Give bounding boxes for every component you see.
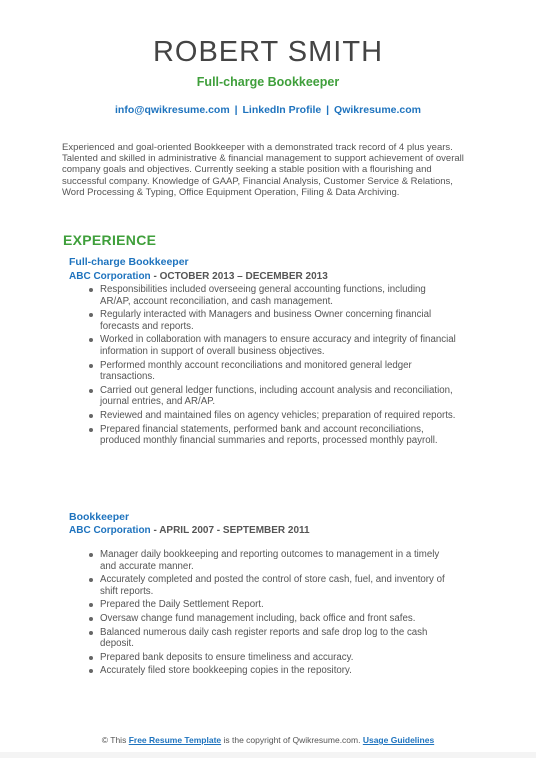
bullet-text: Oversaw change fund management including, back office and front safes.	[100, 612, 416, 624]
list-item	[88, 627, 456, 650]
bullet-text: Prepared financial statements, performed bank and account reconciliations, produced monthly financial summaries and reports, processed monthly payroll.	[100, 423, 438, 447]
linkedin-link[interactable]: LinkedIn Profile	[242, 104, 322, 116]
candidate-name: ROBERT SMITH	[152, 36, 384, 68]
bullet-text: Prepared bank deposits to ensure timeliness and accuracy.	[100, 651, 354, 663]
copyright-footer	[0, 735, 536, 745]
bullet-text: Worked in collaboration with managers to ensure accuracy and integrity of financial information in support of overall business objectives.	[100, 334, 456, 357]
bullet-icon	[89, 389, 93, 393]
bullet-icon	[89, 414, 93, 418]
bullet-text: Manager daily bookkeeping and reporting outcomes to management in a timely and accurate manner.	[100, 549, 440, 572]
job-title: Full-charge Bookkeeper	[69, 256, 189, 268]
footer-band	[0, 752, 536, 758]
list-item	[88, 574, 456, 597]
bullet-icon	[89, 631, 93, 635]
bullet-text: Regularly interacted with Managers and business Owner concerning financial forecasts and reports.	[100, 309, 432, 332]
bullet-icon	[89, 338, 93, 342]
experience-heading: EXPERIENCE	[63, 232, 157, 248]
job-company-dates	[69, 271, 328, 282]
list-item	[88, 410, 456, 422]
job-company-dates	[69, 525, 310, 536]
usage-guidelines-link[interactable]: Usage Guidelines	[362, 735, 435, 745]
list-item	[88, 424, 456, 447]
bullet-text: Responsibilities included overseeing general accounting functions, including AR/AP, account reconciliation, and cash management.	[100, 284, 426, 307]
bullet-icon	[89, 364, 93, 368]
website-link[interactable]: Qwikresume.com	[334, 104, 421, 116]
contact-line	[0, 104, 536, 116]
bullet-icon	[89, 288, 93, 292]
job-dates: OCTOBER 2013 – DECEMBER 2013	[159, 271, 328, 282]
list-item	[88, 385, 456, 408]
bullet-text: Reviewed and maintained files on agency vehicles; preparation of required reports.	[100, 409, 456, 421]
professional-summary: Experienced and goal-oriented Bookkeeper with a demonstrated track record of 4 plus years. Talented and skilled in administrative & financial management to support achievement of overall company goals and objectives. Currently seeking a stable position with a flourishing and successful company. Knowledge of GAAP, Financial Analysis, Customer Service & Relations, Word Processing & Typing, Office Equipment Operation, Filing & Data Archiving.	[62, 142, 464, 198]
list-item	[88, 665, 456, 677]
list-item	[88, 360, 456, 383]
contact-separator: |	[234, 104, 238, 116]
bullet-text: Balanced numerous daily cash register reports and safe drop log to the cash deposit.	[100, 626, 428, 650]
job-company: ABC Corporation	[69, 271, 151, 282]
bullet-icon	[89, 656, 93, 660]
job-bullets	[88, 284, 456, 449]
bullet-text: Accurately completed and posted the control of store cash, fuel, and inventory of shift reports.	[100, 574, 445, 597]
email-link[interactable]: info@qwikresume.com	[115, 104, 230, 116]
footer-prefix: © This	[101, 735, 129, 745]
bullet-icon	[89, 428, 93, 432]
list-item	[88, 613, 456, 625]
job-title: Bookkeeper	[69, 511, 130, 523]
list-item	[88, 309, 456, 332]
bullet-icon	[89, 313, 93, 317]
list-item	[88, 652, 456, 664]
footer-middle: is the copyright of Qwikresume.com.	[221, 735, 363, 745]
list-item	[88, 334, 456, 357]
job-dates: APRIL 2007 - SEPTEMBER 2011	[159, 525, 310, 536]
list-item	[88, 549, 456, 572]
bullet-icon	[89, 578, 93, 582]
job-company: ABC Corporation	[69, 525, 151, 536]
bullet-icon	[89, 553, 93, 557]
bullet-text: Prepared the Daily Settlement Report.	[100, 599, 264, 611]
free-resume-template-link[interactable]: Free Resume Template	[128, 735, 222, 745]
bullet-icon	[89, 669, 93, 673]
contact-separator: |	[326, 104, 330, 116]
bullet-text: Accurately filed store bookkeeping copies in the repository.	[100, 665, 352, 677]
bullet-text: Carried out general ledger functions, including account analysis and reconciliation, journal entries, and AR/AP.	[100, 384, 453, 408]
bullet-text: Performed monthly account reconciliations and monitored general ledger transactions.	[100, 359, 412, 383]
bullet-icon	[89, 603, 93, 607]
job-dash: -	[150, 525, 160, 536]
list-item	[88, 599, 456, 611]
bullet-icon	[89, 617, 93, 621]
list-item	[88, 284, 456, 307]
job-bullets	[88, 549, 456, 679]
candidate-role: Full-charge Bookkeeper	[196, 75, 340, 89]
job-dash: -	[150, 271, 160, 282]
